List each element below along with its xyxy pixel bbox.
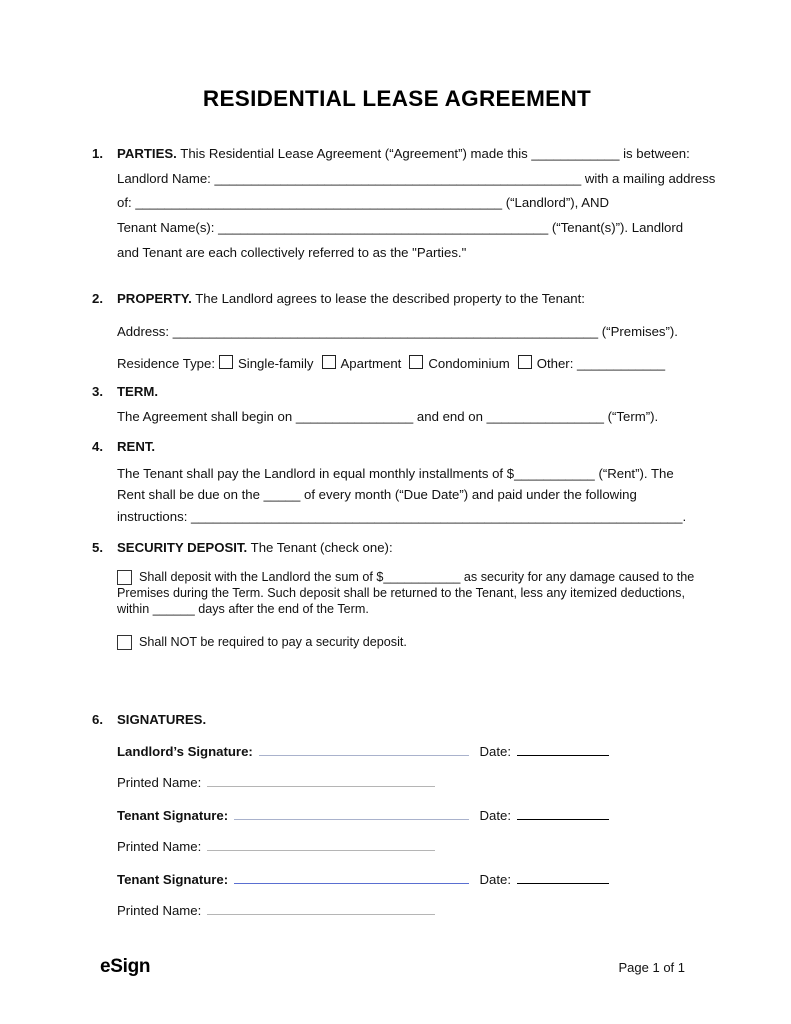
option-single-family-label: Single-family bbox=[238, 355, 314, 371]
signatures-heading-line bbox=[117, 708, 702, 733]
option-condominium-label: Condominium bbox=[428, 355, 510, 371]
checkbox-other[interactable] bbox=[518, 355, 532, 369]
rent-body bbox=[117, 435, 702, 527]
deposit-body bbox=[117, 536, 702, 650]
signatures-heading: SIGNATURES. bbox=[117, 711, 207, 727]
rent-text: of every month (“Due Date”) and paid under the following bbox=[304, 487, 637, 503]
tenant-signature-label: Tenant Signature: bbox=[117, 871, 229, 887]
deposit-intro: The Tenant (check one): bbox=[250, 540, 393, 556]
section-property bbox=[92, 287, 702, 377]
deposit-heading-line bbox=[117, 536, 702, 561]
section-security-deposit bbox=[92, 536, 702, 650]
rent-heading-line bbox=[117, 435, 702, 460]
section-number: 3. bbox=[92, 383, 103, 399]
date-label: Date: bbox=[479, 871, 511, 887]
instructions-label: instructions: bbox=[117, 508, 188, 524]
tenant-names-label: Tenant Name(s): bbox=[117, 220, 215, 236]
term-heading: TERM. bbox=[117, 383, 159, 399]
section-number: 4. bbox=[92, 439, 103, 455]
deposit-option-1-text: Shall deposit with the Landlord the sum of $ bbox=[139, 569, 384, 584]
mailing-address-label: of: bbox=[117, 195, 132, 211]
property-heading-line bbox=[117, 287, 702, 312]
tenant-printed-name-line-2[interactable] bbox=[207, 902, 435, 915]
tenant-signature-line-1[interactable] bbox=[234, 806, 469, 820]
checkbox-no-deposit[interactable] bbox=[117, 635, 132, 650]
landlord-name-label: Landlord Name: bbox=[117, 170, 211, 186]
rent-line-1 bbox=[117, 463, 702, 485]
begin-date-blank: ________________ bbox=[295, 409, 414, 425]
term-text: The Agreement shall begin on bbox=[117, 409, 293, 425]
parties-body bbox=[117, 142, 716, 266]
mailing-address-blank: __________________________________________________ bbox=[135, 195, 503, 211]
property-intro: The Landlord agrees to lease the described property to the Tenant: bbox=[195, 290, 585, 306]
page-indicator: Page 1 of 1 bbox=[618, 960, 685, 975]
landlord-signature-line[interactable] bbox=[259, 742, 470, 756]
parties-text: (“Landlord”), AND bbox=[505, 195, 610, 211]
other-blank: ____________ bbox=[577, 355, 666, 371]
deposit-option-2-text: Shall NOT be required to pay a security deposit. bbox=[139, 634, 407, 649]
rent-line-2 bbox=[117, 484, 702, 506]
rent-text: . bbox=[682, 508, 687, 524]
term-text: and end on bbox=[416, 409, 483, 425]
landlord-date-line[interactable] bbox=[517, 742, 609, 756]
parties-line-3 bbox=[117, 191, 702, 216]
tenant-signature-row-1 bbox=[117, 806, 609, 825]
premises-text: (“Premises”). bbox=[601, 324, 678, 340]
parties-heading: PARTIES. bbox=[117, 146, 177, 161]
parties-text: (“Tenant(s)”). Landlord bbox=[551, 220, 684, 236]
deposit-amount-blank: ___________ bbox=[383, 569, 461, 584]
section-number: 2. bbox=[92, 290, 103, 306]
section-number: 5. bbox=[92, 540, 103, 556]
parties-line-2 bbox=[117, 167, 716, 192]
instructions-blank: ___________________________________________________________________ bbox=[191, 508, 683, 524]
checkbox-single-family[interactable] bbox=[219, 355, 233, 369]
page-footer bbox=[100, 956, 685, 978]
checkbox-deposit-required[interactable] bbox=[117, 570, 132, 585]
rent-heading: RENT. bbox=[117, 439, 156, 455]
term-text: (“Term”). bbox=[607, 409, 659, 425]
property-heading: PROPERTY. bbox=[117, 290, 192, 306]
section-number: 1. bbox=[92, 146, 103, 161]
deposit-days-blank: ______ bbox=[152, 601, 195, 616]
parties-text: and Tenant are each collectively referred to as the "Parties." bbox=[117, 244, 467, 260]
section-rent bbox=[92, 435, 702, 527]
deposit-heading: SECURITY DEPOSIT. bbox=[117, 540, 248, 556]
landlord-printed-name-line[interactable] bbox=[207, 774, 435, 787]
rent-text: (“Rent”). The bbox=[598, 465, 674, 481]
parties-line-5 bbox=[117, 241, 702, 266]
rent-line-3 bbox=[117, 506, 702, 528]
section-parties bbox=[92, 142, 716, 266]
landlord-signature-row bbox=[117, 742, 609, 761]
section-signatures bbox=[92, 708, 702, 934]
parties-text: is between: bbox=[623, 146, 690, 161]
printed-name-label: Printed Name: bbox=[117, 902, 202, 918]
section-number: 6. bbox=[92, 711, 103, 727]
tenant-date-line-2[interactable] bbox=[517, 870, 609, 884]
checkbox-condominium[interactable] bbox=[409, 355, 423, 369]
section-term bbox=[92, 380, 702, 430]
term-heading-line bbox=[117, 380, 702, 405]
esign-logo: eSign bbox=[100, 956, 151, 977]
made-this-blank: ____________ bbox=[531, 146, 620, 161]
rent-text: The Tenant shall pay the Landlord in equal monthly installments of $ bbox=[117, 465, 515, 481]
tenant-printed-name-line-1[interactable] bbox=[207, 838, 435, 851]
tenant-signature-label: Tenant Signature: bbox=[117, 807, 229, 823]
deposit-option-1 bbox=[117, 569, 702, 617]
rent-amount-blank: ___________ bbox=[514, 465, 595, 481]
option-other-label: Other: bbox=[536, 355, 574, 371]
term-body bbox=[117, 380, 702, 430]
parties-text: This Residential Lease Agreement (“Agreement”) made this bbox=[180, 146, 528, 161]
printed-name-label: Printed Name: bbox=[117, 774, 202, 790]
landlord-signature-label: Landlord’s Signature: bbox=[117, 743, 253, 759]
address-blank: __________________________________________________________ bbox=[172, 324, 599, 340]
deposit-option-1-text: as security for any damage caused to the Premises during the Term. Such deposit shall be returned to the Tenant, less any itemized deductions, within bbox=[117, 569, 695, 616]
address-label: Address: bbox=[117, 324, 170, 340]
deposit-option-1-text: days after the end of the Term. bbox=[198, 601, 369, 616]
parties-line-4 bbox=[117, 216, 702, 241]
rent-text: Rent shall be due on the bbox=[117, 487, 260, 503]
end-date-blank: ________________ bbox=[486, 409, 604, 425]
tenant-printed-name-row-1 bbox=[117, 838, 609, 855]
landlord-printed-name-row bbox=[117, 774, 609, 791]
checkbox-apartment[interactable] bbox=[322, 355, 336, 369]
due-day-blank: _____ bbox=[263, 487, 301, 503]
landlord-name-blank: __________________________________________________ bbox=[214, 170, 582, 186]
printed-name-label: Printed Name: bbox=[117, 838, 202, 854]
parties-line-1 bbox=[117, 142, 702, 167]
term-line bbox=[117, 405, 702, 430]
deposit-option-2 bbox=[117, 634, 702, 650]
option-apartment-label: Apartment bbox=[340, 355, 402, 371]
document-title: RESIDENTIAL LEASE AGREEMENT bbox=[202, 86, 592, 111]
tenant-names-blank: _____________________________________________ bbox=[218, 220, 549, 236]
tenant-signature-row-2 bbox=[117, 870, 609, 889]
residence-type-label: Residence Type: bbox=[117, 355, 215, 371]
signatures-body bbox=[117, 708, 702, 934]
tenant-printed-name-row-2 bbox=[117, 902, 609, 919]
tenant-date-line-1[interactable] bbox=[517, 806, 609, 820]
tenant-signature-line-2[interactable] bbox=[234, 870, 469, 884]
address-line bbox=[117, 320, 702, 345]
parties-text: with a mailing address bbox=[584, 170, 716, 186]
property-body bbox=[117, 287, 702, 377]
date-label: Date: bbox=[479, 807, 511, 823]
residence-type-line bbox=[117, 352, 702, 377]
date-label: Date: bbox=[479, 743, 511, 759]
